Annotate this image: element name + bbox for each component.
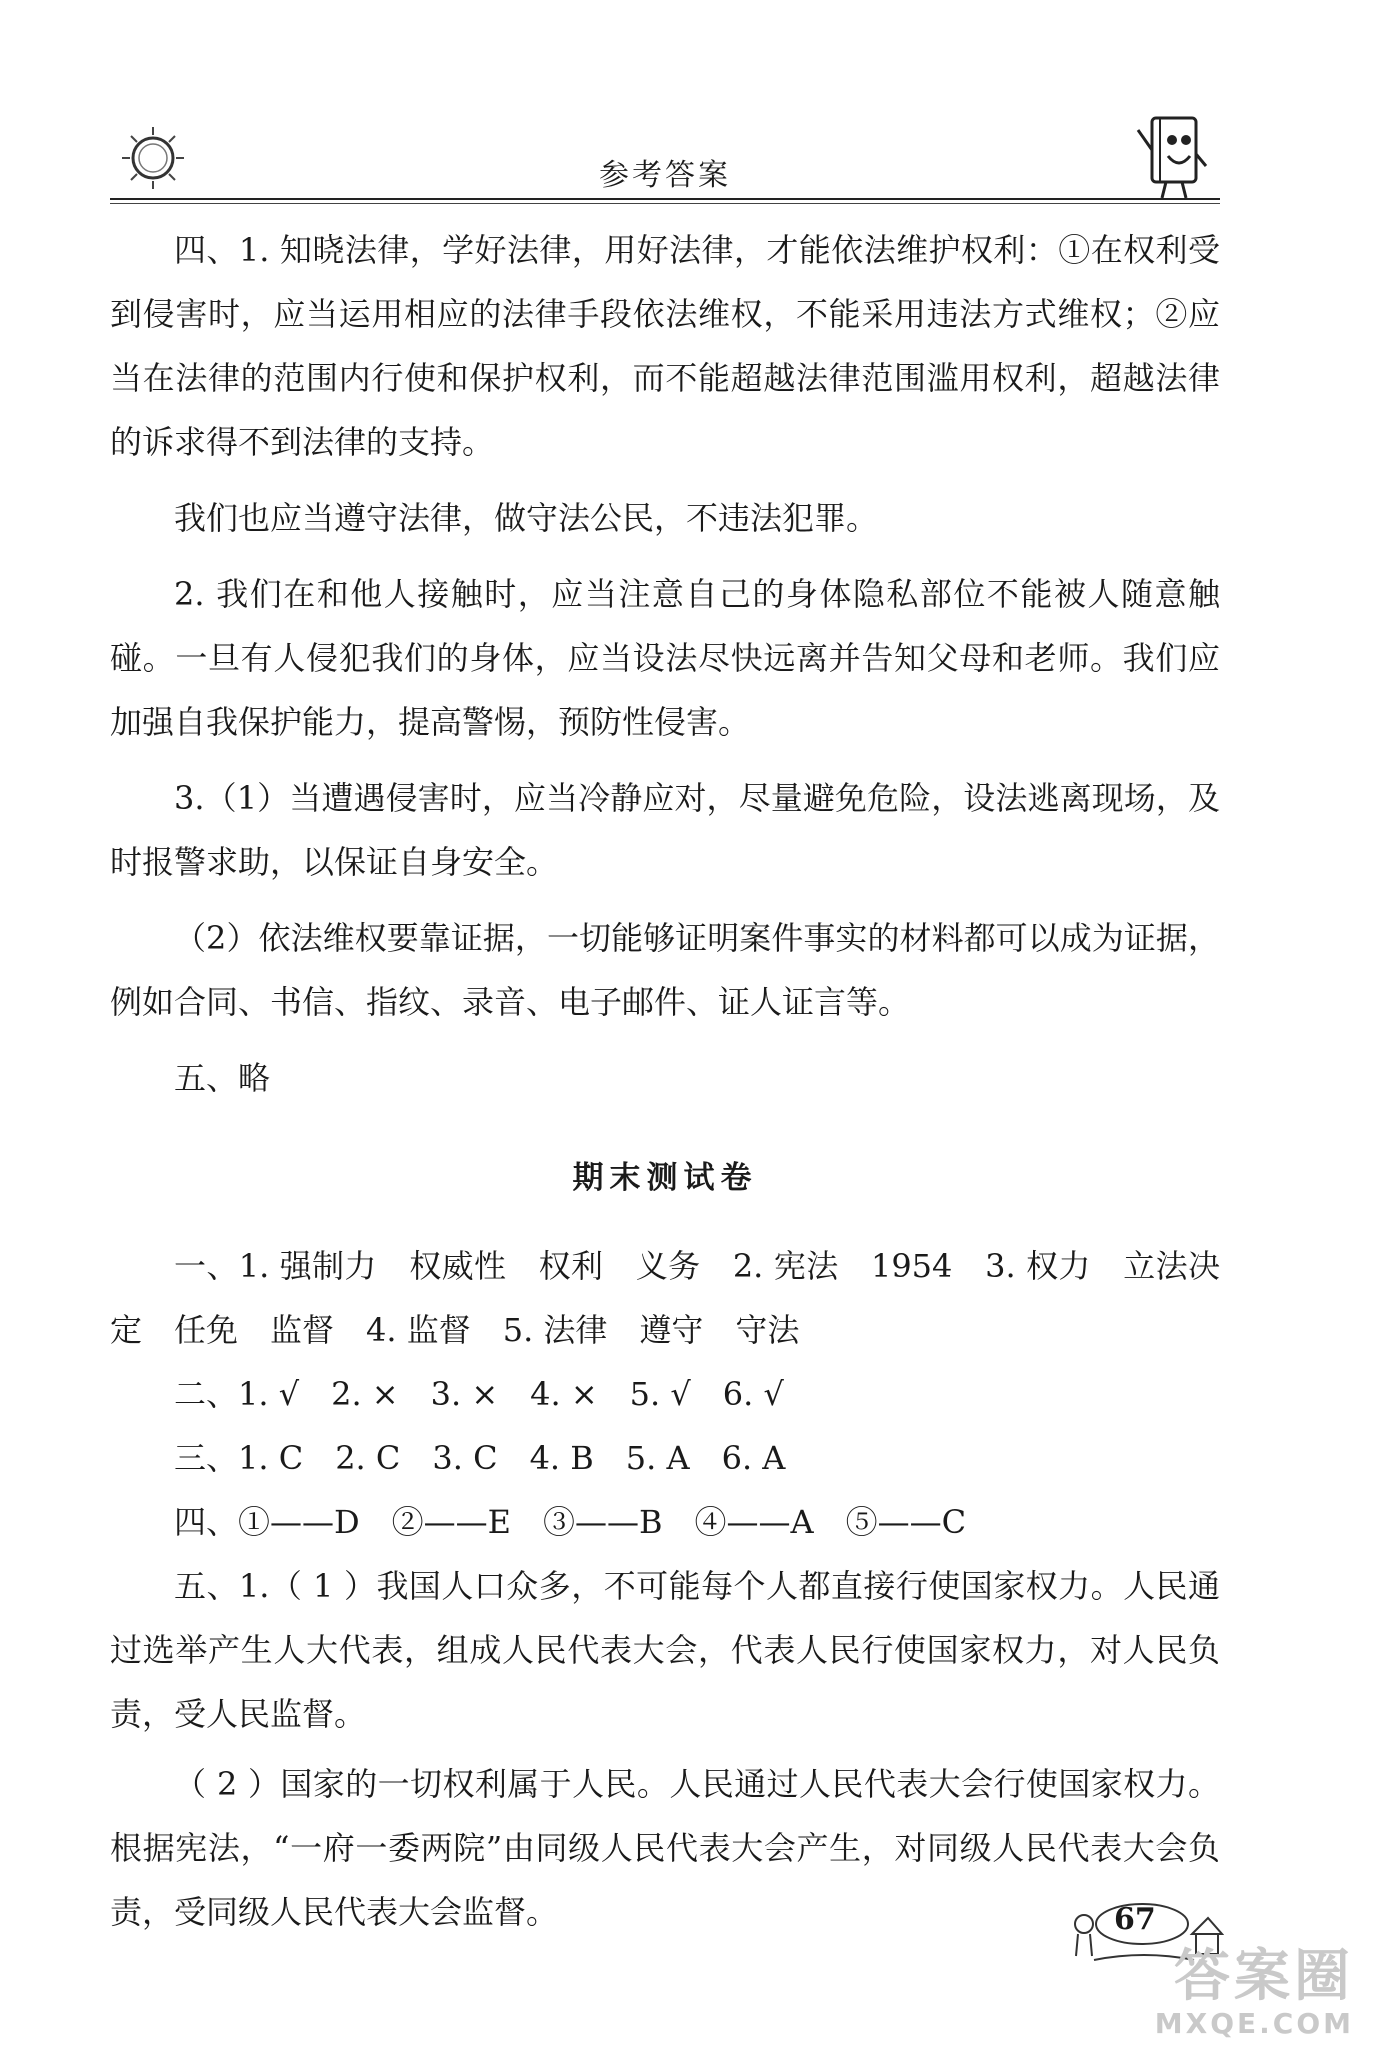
book-mascot-icon: [1130, 110, 1210, 202]
answer-paragraph: 3.（1）当遭遇侵害时，应当冷静应对，尽量避免危险，设法逃离现场，及时报警求助，以保证自身安全。: [110, 779, 1220, 881]
watermark-text: 答案圈: [1174, 1944, 1354, 2009]
answer-paragraph: 2. 我们在和他人接触时，应当注意自己的身体隐私部位不能被人随意触碰。一旦有人侵犯我们的身体，应当设法尽快远离并告知父母和老师。我们应加强自我保护能力，提高警惕，预防性侵害。: [110, 575, 1220, 741]
section-title: 期末测试卷: [572, 1160, 758, 1196]
watermark: [1154, 1944, 1354, 2040]
header-rule-thin: [110, 203, 1220, 204]
page-number: 67: [1114, 1902, 1156, 1937]
answer-paragraph: 一、1. 强制力 权威性 权利 义务 2. 宪法 1954 3. 权力 立法决定 任免 监督 4. 监督 5. 法律 遵守 守法: [110, 1247, 1220, 1349]
answer-content: [110, 218, 1220, 1944]
answer-paragraph: 二、1. √ 2. × 3. × 4. × 5. √ 6. √: [174, 1375, 784, 1413]
watermark-url: MXQE.COM: [1154, 2007, 1354, 2040]
answer-paragraph: （2）依法维权要靠证据，一切能够证明案件事实的材料都可以成为证据，例如合同、书信、指纹、录音、电子邮件、证人证言等。: [110, 919, 1220, 1021]
page-title: 参考答案: [599, 158, 731, 193]
answer-paragraph: 三、1. C 2. C 3. C 4. B 5. A 6. A: [174, 1439, 786, 1477]
answer-paragraph: 四、1. 知晓法律，学好法律，用好法律，才能依法维护权利：①在权利受到侵害时，应当运用相应的法律手段依法维权，不能采用违法方式维权；②应当在法律的范围内行使和保护权利，而不能超越法律范围滥用权利，超越法律的诉求得不到法律的支持。: [110, 231, 1220, 461]
answer-paragraph: 四、①——D ②——E ③——B ④——A ⑤——C: [174, 1503, 967, 1541]
answer-paragraph: （ 2 ）国家的一切权利属于人民。人民通过人民代表大会行使国家权力。根据宪法，“一府一委两院”由同级人民代表大会产生，对同级人民代表大会负责，受同级人民代表大会监督。: [110, 1765, 1220, 1931]
answer-paragraph: 我们也应当遵守法律，做守法公民，不违法犯罪。: [174, 499, 879, 537]
answer-paragraph: 五、略: [174, 1059, 271, 1097]
page-header: [110, 110, 1220, 202]
header-rule: [110, 198, 1220, 200]
answer-paragraph: 五、1.（ 1 ）我国人口众多，不可能每个人都直接行使国家权力。人民通过选举产生人大代表，组成人民代表大会，代表人民行使国家权力，对人民负责，受人民监督。: [110, 1567, 1220, 1733]
